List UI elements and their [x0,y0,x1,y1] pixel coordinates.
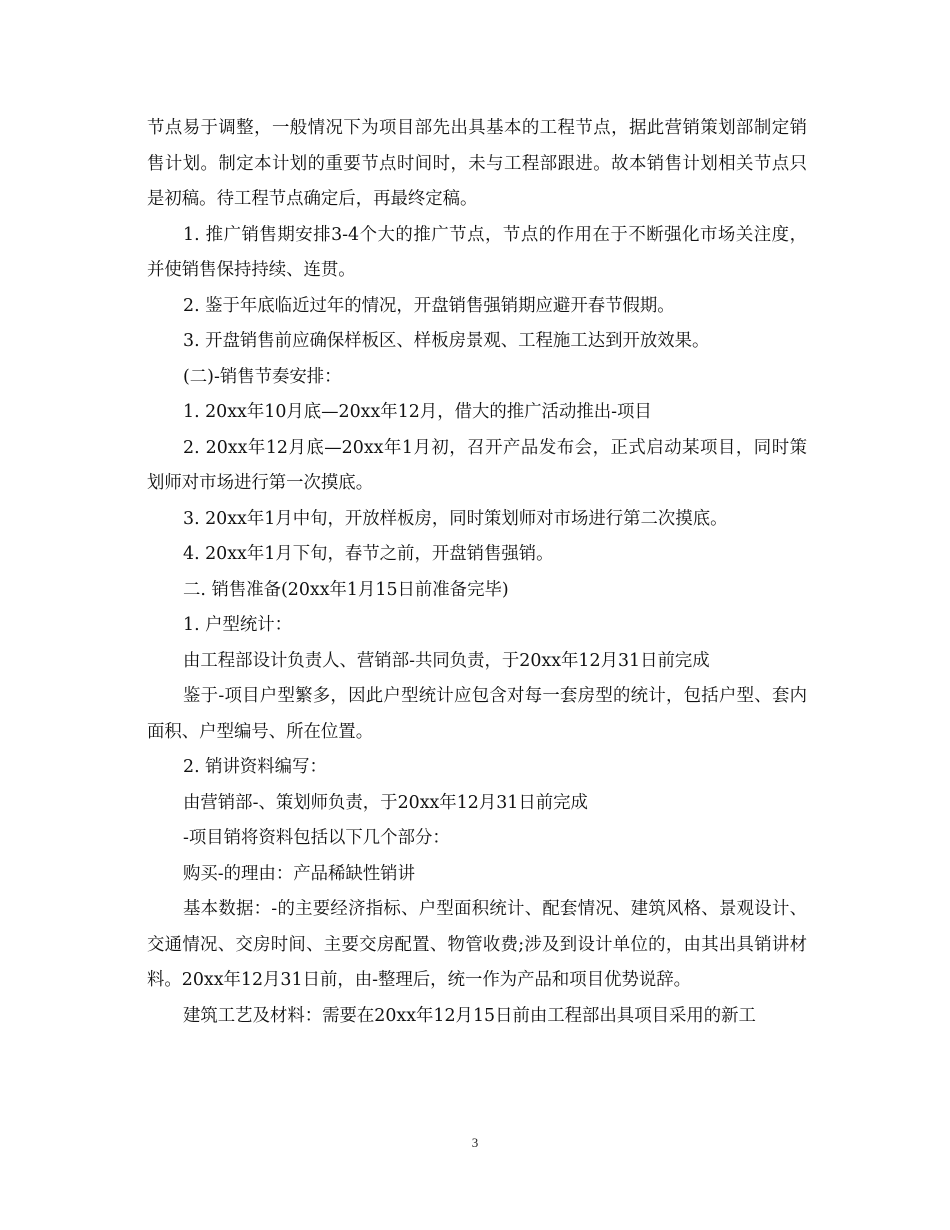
paragraph-18: 基本数据：-的主要经济指标、户型面积统计、配套情况、建筑风格、景观设计、交通情况、交房时间、主要交房配置、物管收费;涉及到设计单位的，由其出具销讲材料。20xx年12月31日前，由-整理后，统一作为产品和项目优势说辞。 [147,899,807,990]
page-number: 3 [471,1135,479,1150]
section-heading-sales-preparation: 二. 销售准备(20xx年1月15日前准备完毕) [183,579,509,600]
paragraph-8: 3. 20xx年1月中旬，开放样板房，同时策划师对市场进行第二次摸底。 [183,508,728,529]
paragraph-7: 2. 20xx年12月底—20xx年1月初，召开产品发布会，正式启动某项目，同时策划师对市场进行第一次摸底。 [147,437,807,493]
paragraph-2: 1. 推广销售期安排3-4个大的推广节点，节点的作用在于不断强化市场关注度，并使销售保持持续、连贯。 [147,224,807,280]
paragraph-16: -项目销将资料包括以下几个部分： [183,828,450,848]
paragraph-12: 由工程部设计负责人、营销部-共同负责，于20xx年12月31日前完成 [183,650,710,671]
paragraph-9: 4. 20xx年1月下旬，春节之前，开盘销售强销。 [183,544,554,564]
paragraph-6: 1. 20xx年10月底—20xx年12月，借大的推广活动推出-项目 [183,402,652,422]
document-body [147,111,807,1034]
paragraph-19: 建筑工艺及材料：需要在20xx年12月15日前由工程部出具项目采用的新工 [183,1005,756,1026]
paragraph-11: 1. 户型统计： [183,615,293,635]
paragraph-3: 2. 鉴于年底临近过年的情况，开盘销售强销期应避开春节假期。 [183,295,675,316]
paragraph-15: 由营销部-、策划师负责，于20xx年12月31日前完成 [183,792,588,813]
section-heading-sales-rhythm: (二)-销售节奏安排： [183,366,342,387]
paragraph-14: 2. 销讲资料编写： [183,757,327,777]
paragraph-13: 鉴于-项目户型繁多，因此户型统计应包含对每一套房型的统计，包括户型、套内面积、户型编号、所在位置。 [147,686,807,742]
paragraph-17: 购买-的理由：产品稀缺性销讲 [183,863,415,884]
paragraph-1: 节点易于调整，一般情况下为项目部先出具基本的工程节点，据此营销策划部制定销售计划。制定本计划的重要节点时间时，未与工程部跟进。故本销售计划相关节点只是初稿。待工程节点确定后，再最终定稿。 [147,118,807,209]
paragraph-4: 3. 开盘销售前应确保样板区、样板房景观、工程施工达到开放效果。 [183,331,710,351]
